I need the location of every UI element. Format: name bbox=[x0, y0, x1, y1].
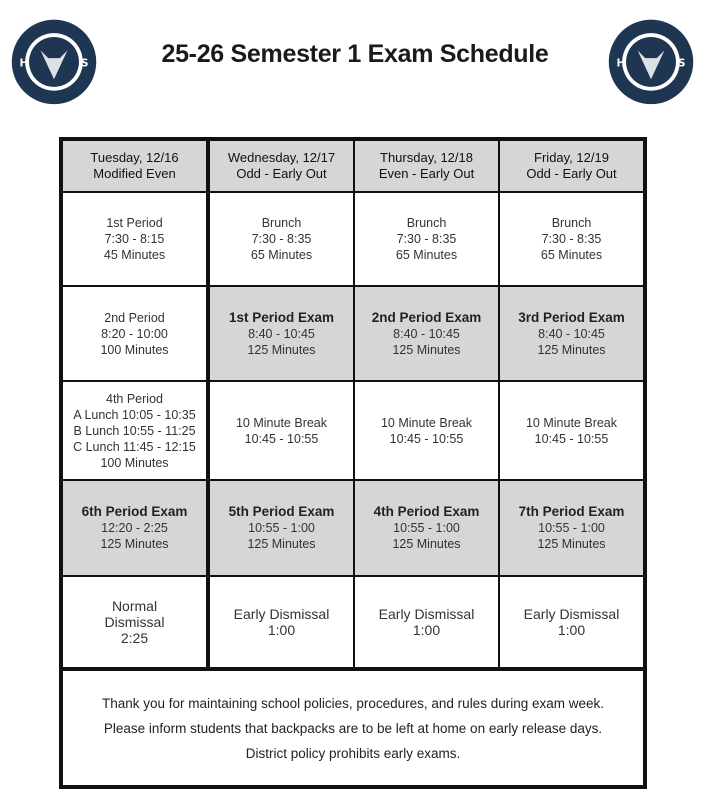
cell-line: 125 Minutes bbox=[392, 342, 461, 357]
cell-line: 10:55 - 1:00 bbox=[248, 521, 315, 535]
cell-line: 100 Minutes bbox=[100, 455, 169, 470]
svg-text:S: S bbox=[80, 57, 89, 70]
schedule-cell bbox=[500, 193, 643, 285]
cell-line: 125 Minutes bbox=[247, 342, 316, 357]
cell-line: 1:00 bbox=[267, 622, 296, 638]
cell-line: 4th Period Exam bbox=[373, 504, 480, 519]
cell-line: Friday, 12/19 bbox=[534, 150, 609, 165]
schedule-cell bbox=[63, 287, 208, 380]
cell-line: Early Dismissal bbox=[523, 606, 620, 622]
cell-line: 7th Period Exam bbox=[518, 504, 625, 519]
schedule-cell bbox=[63, 382, 208, 479]
cell-line: 125 Minutes bbox=[537, 342, 606, 357]
cell-line: 125 Minutes bbox=[247, 537, 316, 551]
cell-line: 7:30 - 8:35 bbox=[251, 232, 312, 246]
exam-cell bbox=[210, 287, 353, 380]
cell-line: 8:40 - 10:45 bbox=[393, 326, 460, 341]
day-header bbox=[210, 141, 353, 191]
schedule-cell bbox=[500, 382, 643, 479]
cell-line: 125 Minutes bbox=[392, 537, 461, 551]
schedule-cell bbox=[355, 193, 498, 285]
cell-line: 6th Period Exam bbox=[81, 504, 188, 519]
cell-line: 10 Minute Break bbox=[525, 415, 618, 430]
cell-line: 2:25 bbox=[120, 630, 149, 646]
day-header bbox=[355, 141, 498, 191]
exam-cell bbox=[355, 481, 498, 575]
cell-line: 4th Period bbox=[106, 391, 163, 406]
cell-line: 1st Period bbox=[106, 216, 163, 230]
cell-line: Early Dismissal bbox=[378, 606, 475, 622]
cell-line: Brunch bbox=[406, 216, 447, 230]
cell-line: 10:45 - 10:55 bbox=[534, 431, 609, 446]
cell-line: 8:20 - 10:00 bbox=[101, 326, 168, 341]
cell-line: C Lunch 11:45 - 12:15 bbox=[73, 439, 196, 454]
cell-line: 5th Period Exam bbox=[228, 504, 335, 519]
cell-line: A Lunch 10:05 - 10:35 bbox=[73, 407, 196, 422]
page-title: 25-26 Semester 1 Exam Schedule bbox=[161, 40, 549, 68]
exam-cell bbox=[355, 287, 498, 380]
svg-text:H: H bbox=[19, 57, 29, 70]
cell-line: 65 Minutes bbox=[250, 248, 313, 262]
schedule-cell bbox=[355, 577, 498, 667]
exam-schedule-table bbox=[59, 137, 647, 789]
exam-cell bbox=[63, 481, 208, 575]
cell-line: Even - Early Out bbox=[378, 166, 475, 181]
school-logo-right bbox=[603, 10, 699, 110]
cell-line: 65 Minutes bbox=[540, 248, 603, 262]
cell-line: 7:30 - 8:15 bbox=[104, 232, 165, 246]
exam-cell bbox=[500, 287, 643, 380]
cell-line: 10 Minute Break bbox=[380, 415, 473, 430]
cell-line: Normal bbox=[111, 598, 158, 614]
footer-note: Please inform students that backpacks are to be left at home on early release days. bbox=[103, 720, 603, 736]
svg-text:H: H bbox=[616, 57, 626, 70]
cell-line: 7:30 - 8:35 bbox=[396, 232, 457, 246]
cell-line: Wednesday, 12/17 bbox=[227, 150, 336, 165]
cell-line: 125 Minutes bbox=[537, 537, 606, 551]
cell-line: 1st Period Exam bbox=[228, 309, 335, 325]
cell-line: 125 Minutes bbox=[100, 537, 169, 551]
cell-line: B Lunch 10:55 - 11:25 bbox=[73, 423, 196, 438]
cell-line: Brunch bbox=[551, 216, 592, 230]
cell-line: 12:20 - 2:25 bbox=[101, 521, 168, 535]
cell-line: 2nd Period Exam bbox=[371, 309, 482, 325]
cell-line: 1:00 bbox=[557, 622, 586, 638]
cell-line: 8:40 - 10:45 bbox=[538, 326, 605, 341]
cell-line: 10:55 - 1:00 bbox=[393, 521, 460, 535]
cell-line: 45 Minutes bbox=[103, 248, 166, 262]
footer-note: Thank you for maintaining school policies, procedures, and rules during exam week. bbox=[101, 695, 605, 711]
schedule-cell bbox=[210, 577, 353, 667]
cell-line: Dismissal bbox=[104, 614, 165, 630]
cell-line: Odd - Early Out bbox=[526, 166, 617, 181]
cell-line: 7:30 - 8:35 bbox=[541, 232, 602, 246]
schedule-cell bbox=[500, 577, 643, 667]
exam-cell bbox=[210, 481, 353, 575]
day-header bbox=[500, 141, 643, 191]
cell-line: 1:00 bbox=[412, 622, 441, 638]
cell-line: 8:40 - 10:45 bbox=[248, 326, 315, 341]
schedule-cell bbox=[210, 193, 353, 285]
exam-cell bbox=[500, 481, 643, 575]
svg-text:S: S bbox=[677, 57, 686, 70]
cell-line: 10 Minute Break bbox=[235, 415, 328, 430]
cell-line: 10:55 - 1:00 bbox=[538, 521, 605, 535]
cell-line: 2nd Period bbox=[104, 310, 165, 325]
footer-notes bbox=[63, 669, 643, 785]
cell-line: Tuesday, 12/16 bbox=[90, 150, 179, 165]
cell-line: 65 Minutes bbox=[395, 248, 458, 262]
schedule-cell bbox=[210, 382, 353, 479]
day-header bbox=[63, 141, 208, 191]
schedule-cell bbox=[355, 382, 498, 479]
schedule-cell bbox=[63, 193, 208, 285]
schedule-cell bbox=[63, 577, 208, 667]
cell-line: 10:45 - 10:55 bbox=[244, 431, 319, 446]
footer-note: District policy prohibits early exams. bbox=[245, 745, 461, 761]
school-logo-left bbox=[6, 10, 102, 110]
cell-line: Early Dismissal bbox=[233, 606, 330, 622]
cell-line: Modified Even bbox=[93, 166, 176, 181]
cell-line: 10:45 - 10:55 bbox=[389, 431, 464, 446]
cell-line: Brunch bbox=[261, 216, 302, 230]
cell-line: Thursday, 12/18 bbox=[380, 150, 473, 165]
cell-line: Odd - Early Out bbox=[236, 166, 327, 181]
cell-line: 100 Minutes bbox=[100, 342, 169, 357]
cell-line: 3rd Period Exam bbox=[518, 309, 625, 325]
